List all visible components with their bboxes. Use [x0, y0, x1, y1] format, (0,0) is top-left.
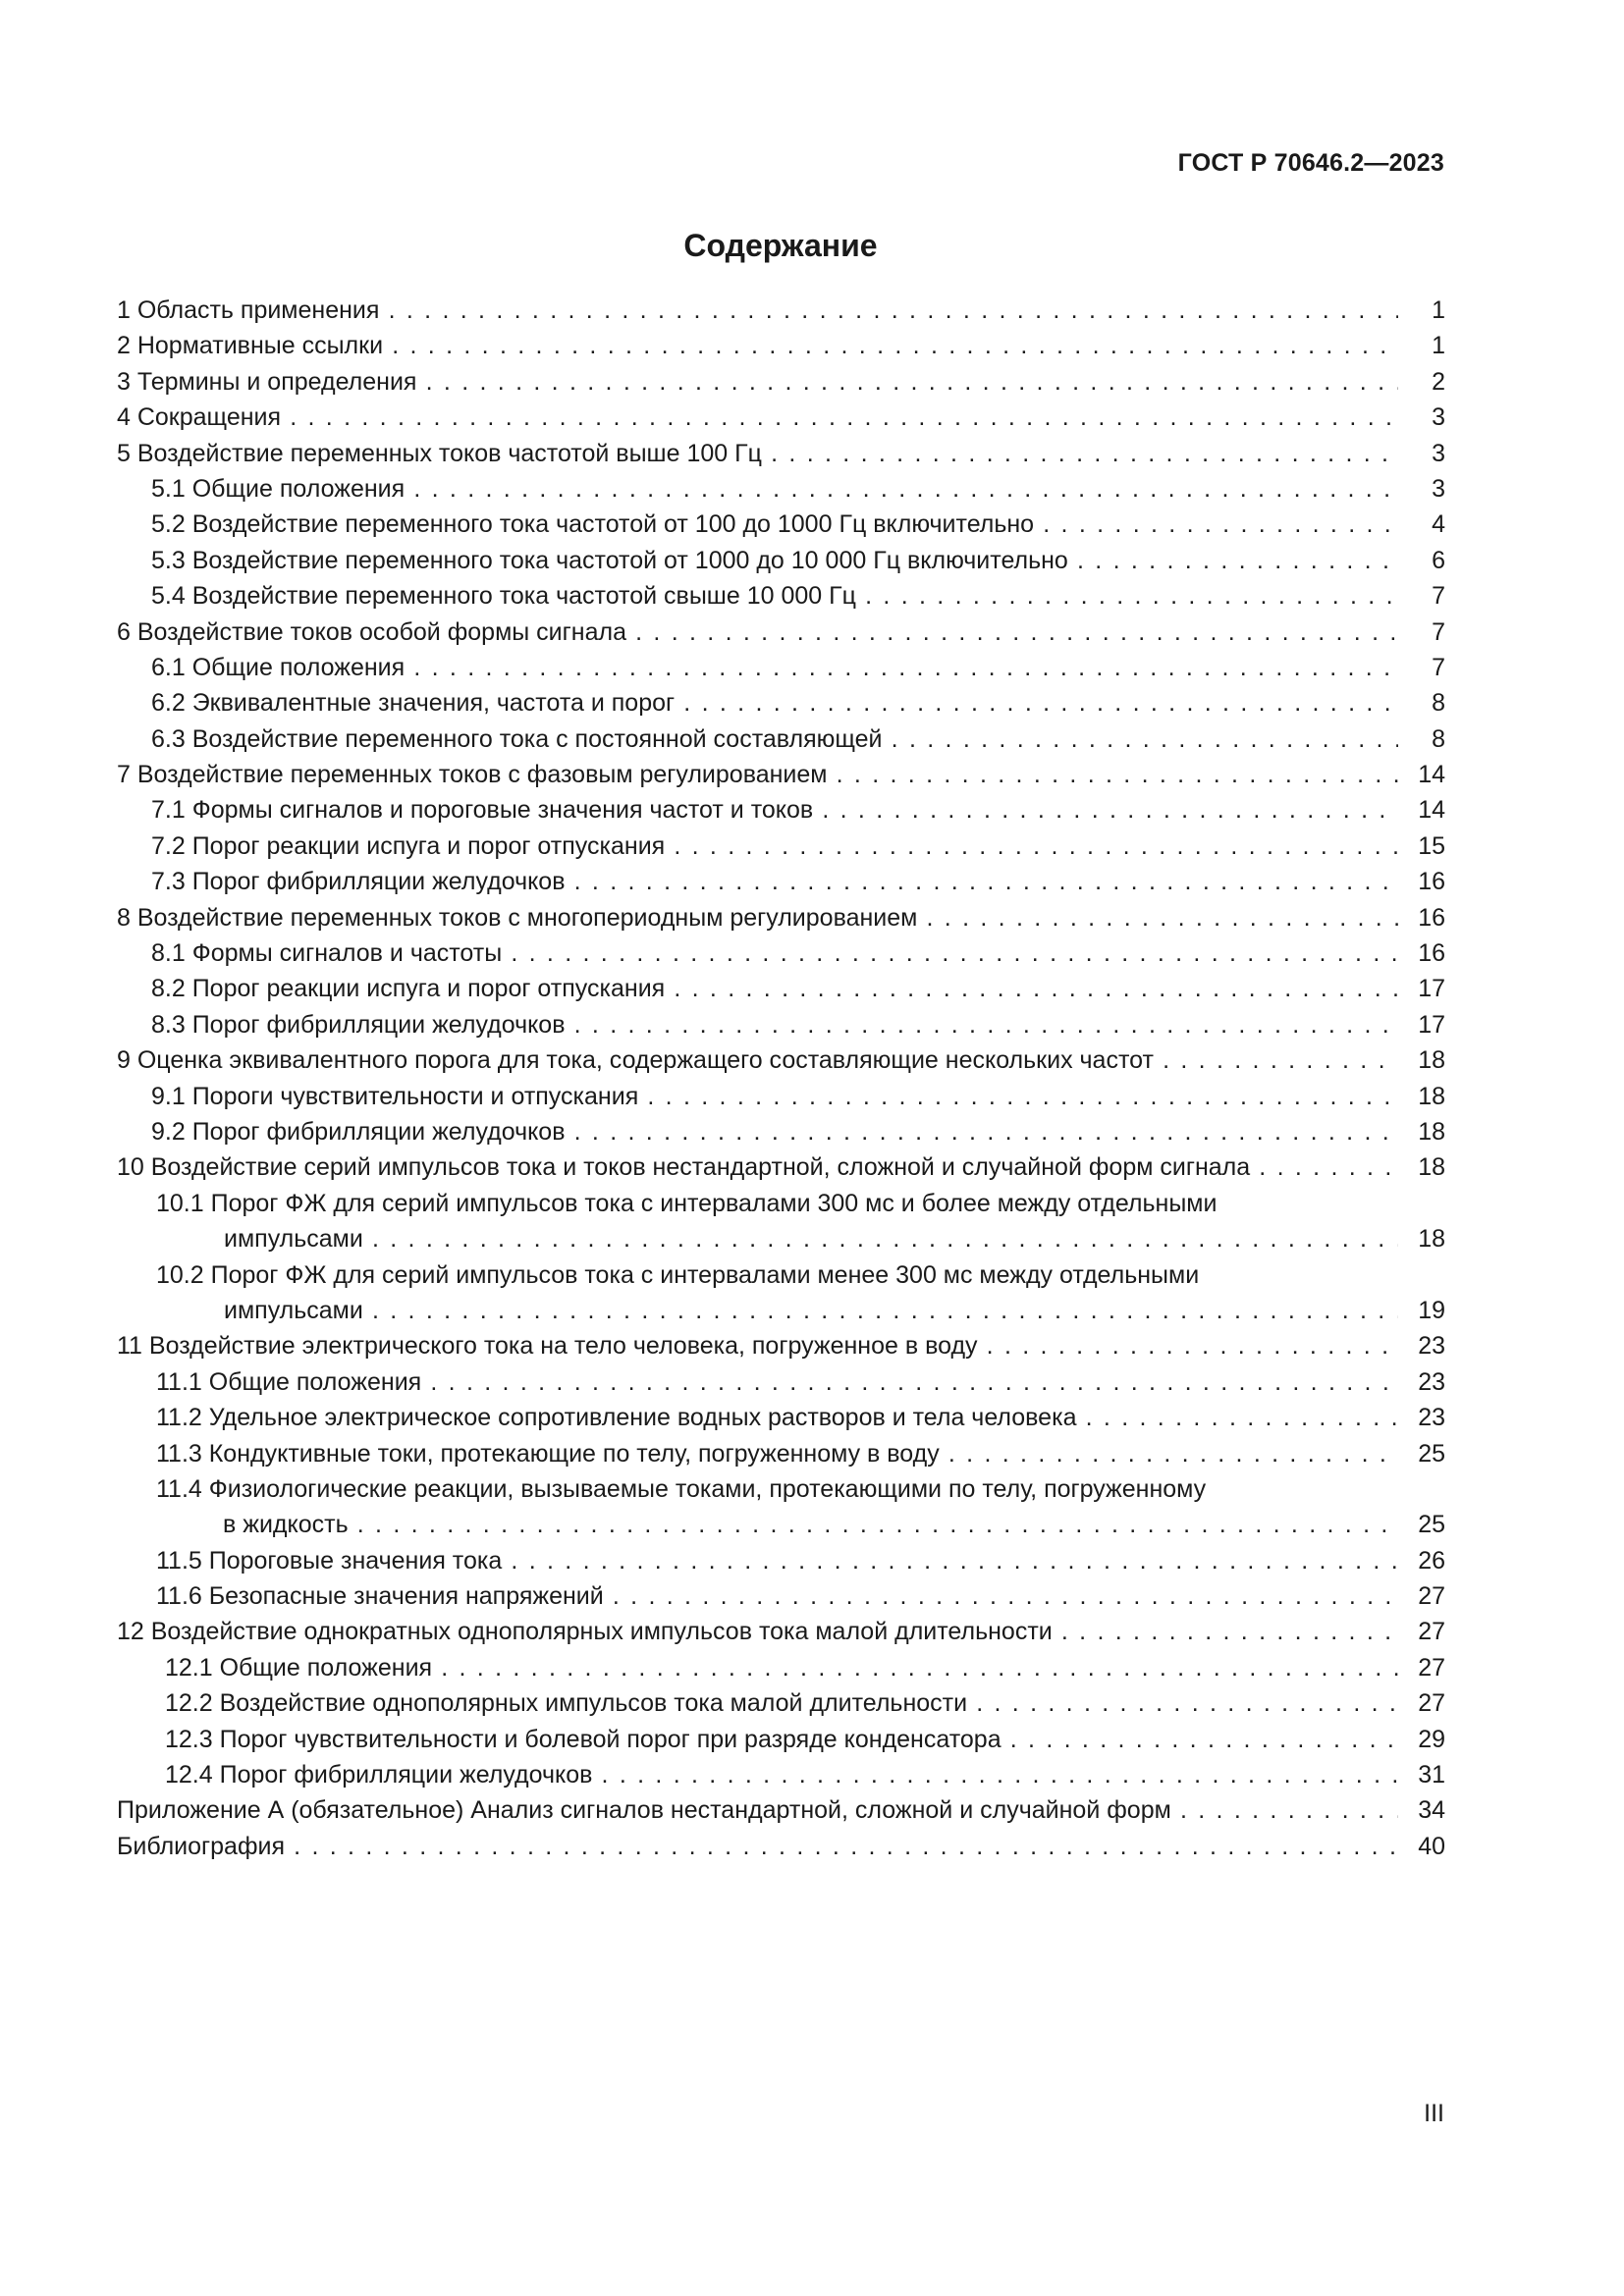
toc-entry-page: 25 [1418, 1439, 1445, 1468]
toc-entry-page: 27 [1418, 1582, 1445, 1611]
toc-entry-page: 14 [1418, 796, 1445, 825]
toc-entry-page: 16 [1418, 939, 1445, 968]
toc-entry-page: 3 [1432, 474, 1445, 503]
toc-entry[interactable] [117, 1614, 1445, 1649]
toc-entry[interactable] [117, 1722, 1445, 1757]
toc-entry-label: 7 Воздействие переменных токов с фазовым регулированием . . . [117, 757, 1398, 792]
toc-entry[interactable] [117, 1079, 1445, 1114]
toc-entry-page: 7 [1432, 617, 1445, 646]
standard-code: ГОСТ Р 70646.2—2023 [1177, 149, 1444, 177]
table-of-contents [117, 293, 1445, 1864]
toc-entry-label: 8 Воздействие переменных токов с многопериодным регулированием . . . [117, 900, 1398, 935]
toc-entry-label: 4 Сокращения . . . [117, 400, 1398, 435]
toc-entry-label: 10.2 Порог ФЖ для серий импульсов тока с интервалами менее 300 мс между отдельными [156, 1260, 1200, 1289]
toc-entry-page: 34 [1418, 1796, 1445, 1825]
toc-entry-label: 9.2 Порог фибрилляции желудочков . . . [117, 1114, 1398, 1149]
toc-entry[interactable] [117, 293, 1445, 328]
toc-entry-page: 18 [1418, 1225, 1445, 1254]
toc-entry-page: 18 [1418, 1153, 1445, 1182]
toc-entry[interactable] [117, 1042, 1445, 1078]
toc-entry-label: 10.1 Порог ФЖ для серий импульсов тока с интервалами 300 мс и более между отдельными [156, 1189, 1218, 1217]
toc-entry[interactable] [117, 935, 1445, 971]
toc-entry-page: 27 [1418, 1653, 1445, 1682]
toc-entry[interactable] [117, 1543, 1445, 1578]
toc-entry[interactable] [117, 971, 1445, 1006]
toc-entry-label: 11.2 Удельное электрическое сопротивление водных растворов и тела человека . . . [117, 1400, 1398, 1435]
toc-entry-label: 11.6 Безопасные значения напряжений . . . [117, 1578, 1398, 1614]
toc-entry[interactable] [117, 1792, 1445, 1828]
toc-entry-label: 5.1 Общие положения . . . [117, 471, 1398, 507]
toc-entry-label: 12 Воздействие однократных однополярных импульсов тока малой длительности . . . [117, 1614, 1398, 1649]
toc-entry-label: импульсами . . . [117, 1221, 1398, 1256]
toc-entry-page: 27 [1418, 1618, 1445, 1646]
toc-entry-label: 12.4 Порог фибрилляции желудочков . . . [117, 1757, 1398, 1792]
toc-entry-page: 29 [1418, 1725, 1445, 1753]
toc-entry-page: 23 [1418, 1367, 1445, 1396]
toc-entry-label: импульсами . . . [117, 1293, 1398, 1328]
toc-entry-page: 3 [1432, 403, 1445, 432]
toc-entry[interactable] [117, 1186, 1445, 1221]
toc-entry[interactable] [117, 1149, 1445, 1185]
toc-entry-label: Приложение А (обязательное) Анализ сигналов нестандартной, сложной и случайной форм . . . [117, 1792, 1398, 1828]
toc-entry[interactable] [117, 721, 1445, 757]
toc-entry[interactable] [117, 1507, 1445, 1542]
toc-entry-page: 23 [1418, 1404, 1445, 1432]
toc-entry-label: 6.2 Эквивалентные значения, частота и порог . . . [117, 685, 1398, 721]
toc-entry[interactable] [117, 1829, 1445, 1864]
toc-entry-page: 1 [1432, 332, 1445, 360]
toc-entry[interactable] [117, 507, 1445, 542]
toc-entry[interactable] [117, 364, 1445, 400]
toc-entry-label: 3 Термины и определения . . . [117, 364, 1398, 400]
toc-entry-page: 25 [1418, 1511, 1445, 1539]
toc-entry-label: 10 Воздействие серий импульсов тока и токов нестандартной, сложной и случайной форм сигнала . . . [117, 1149, 1398, 1185]
toc-entry-label: Библиография . . . [117, 1829, 1398, 1864]
toc-entry[interactable] [117, 1436, 1445, 1471]
toc-entry-page: 18 [1418, 1046, 1445, 1075]
toc-entry-label: 5.4 Воздействие переменного тока частотой свыше 10 000 Гц . . . [117, 578, 1398, 614]
toc-entry-page: 16 [1418, 903, 1445, 932]
toc-entry[interactable] [117, 650, 1445, 685]
toc-entry[interactable] [117, 864, 1445, 899]
toc-entry-label: 5.3 Воздействие переменного тока частотой от 1000 до 10 000 Гц включительно . . . [117, 543, 1398, 578]
toc-entry[interactable] [117, 1364, 1445, 1400]
toc-entry[interactable] [117, 1578, 1445, 1614]
toc-entry-label: 5.2 Воздействие переменного тока частотой от 100 до 1000 Гц включительно . . . [117, 507, 1398, 542]
toc-entry[interactable] [117, 1471, 1445, 1507]
toc-entry-page: 14 [1418, 761, 1445, 789]
toc-entry-page: 6 [1432, 546, 1445, 574]
toc-entry[interactable] [117, 400, 1445, 435]
toc-entry[interactable] [117, 1685, 1445, 1721]
toc-entry[interactable] [117, 471, 1445, 507]
toc-entry-page: 18 [1418, 1082, 1445, 1110]
page-number: III [1424, 2100, 1444, 2127]
toc-entry-page: 2 [1432, 367, 1445, 396]
toc-entry-page: 26 [1418, 1546, 1445, 1575]
toc-entry[interactable] [117, 757, 1445, 792]
toc-entry-page: 8 [1432, 724, 1445, 753]
toc-entry[interactable] [117, 1007, 1445, 1042]
toc-entry[interactable] [117, 614, 1445, 650]
toc-entry-page: 27 [1418, 1689, 1445, 1718]
toc-entry-page: 8 [1432, 689, 1445, 718]
toc-entry-page: 31 [1418, 1761, 1445, 1789]
toc-entry-label: 11.5 Пороговые значения тока . . . [117, 1543, 1398, 1578]
toc-entry[interactable] [117, 1328, 1445, 1363]
toc-entry[interactable] [117, 543, 1445, 578]
toc-entry-page: 3 [1432, 439, 1445, 467]
toc-entry-page: 17 [1418, 1010, 1445, 1039]
toc-entry[interactable] [117, 828, 1445, 864]
toc-entry-page: 4 [1432, 510, 1445, 539]
toc-entry-label: 12.3 Порог чувствительности и болевой порог при разряде конденсатора . . . [117, 1722, 1398, 1757]
toc-entry-label: 8.3 Порог фибрилляции желудочков . . . [117, 1007, 1398, 1042]
toc-entry[interactable] [117, 1114, 1445, 1149]
toc-entry-label: 2 Нормативные ссылки . . . [117, 328, 1398, 363]
toc-entry-label: 6 Воздействие токов особой формы сигнала . . . [117, 614, 1398, 650]
toc-entry-label: 7.1 Формы сигналов и пороговые значения частот и токов . . . [117, 792, 1398, 828]
toc-entry-page: 15 [1418, 831, 1445, 860]
toc-entry[interactable] [117, 1650, 1445, 1685]
toc-entry[interactable] [117, 792, 1445, 828]
page-title: Содержание [683, 228, 878, 263]
toc-entry[interactable] [117, 578, 1445, 614]
toc-entry-label: 11.3 Кондуктивные токи, протекающие по телу, погруженному в воду . . . [117, 1436, 1398, 1471]
toc-entry[interactable] [117, 328, 1445, 363]
toc-entry-page: 40 [1418, 1832, 1445, 1860]
toc-entry-page: 1 [1432, 296, 1445, 324]
toc-entry-label: 6.3 Воздействие переменного тока с постоянной составляющей . . . [117, 721, 1398, 757]
toc-entry[interactable] [117, 1221, 1445, 1256]
toc-entry-label: 7.3 Порог фибрилляции желудочков . . . [117, 864, 1398, 899]
toc-entry-label: 11.4 Физиологические реакции, вызываемые токами, протекающими по телу, погруженному [156, 1474, 1207, 1503]
toc-entry-page: 7 [1432, 582, 1445, 611]
toc-entry-page: 16 [1418, 868, 1445, 896]
toc-entry-label: 12.2 Воздействие однополярных импульсов тока малой длительности . . . [117, 1685, 1398, 1721]
toc-entry-page: 18 [1418, 1117, 1445, 1146]
toc-entry-page: 7 [1432, 653, 1445, 681]
toc-entry-page: 19 [1418, 1296, 1445, 1324]
toc-entry[interactable] [117, 436, 1445, 471]
toc-entry-label: 11.1 Общие положения . . . [117, 1364, 1398, 1400]
toc-entry-label: 6.1 Общие положения . . . [117, 650, 1398, 685]
toc-entry[interactable] [117, 1757, 1445, 1792]
toc-entry-label: 8.2 Порог реакции испуга и порог отпускания . . . [117, 971, 1398, 1006]
toc-entry-label: 12.1 Общие положения . . . [117, 1650, 1398, 1685]
toc-entry-label: 7.2 Порог реакции испуга и порог отпускания . . . [117, 828, 1398, 864]
toc-entry-label: 9.1 Пороги чувствительности и отпускания . . . [117, 1079, 1398, 1114]
toc-entry[interactable] [117, 1257, 1445, 1293]
toc-entry-label: 5 Воздействие переменных токов частотой выше 100 Гц . . . [117, 436, 1398, 471]
toc-entry[interactable] [117, 685, 1445, 721]
toc-entry-label: в жидкость . . . [117, 1507, 1398, 1542]
toc-entry-label: 11 Воздействие электрического тока на тело человека, погруженное в воду . . . [117, 1328, 1398, 1363]
toc-entry[interactable] [117, 1400, 1445, 1435]
toc-entry-page: 23 [1418, 1332, 1445, 1361]
toc-entry-label: 1 Область применения . . . [117, 293, 1398, 328]
toc-entry-label: 9 Оценка эквивалентного порога для тока, содержащего составляющие нескольких частот . . . [117, 1042, 1398, 1078]
toc-entry[interactable] [117, 1293, 1445, 1328]
toc-entry-label: 8.1 Формы сигналов и частоты . . . [117, 935, 1398, 971]
toc-entry-page: 17 [1418, 975, 1445, 1003]
toc-entry[interactable] [117, 900, 1445, 935]
